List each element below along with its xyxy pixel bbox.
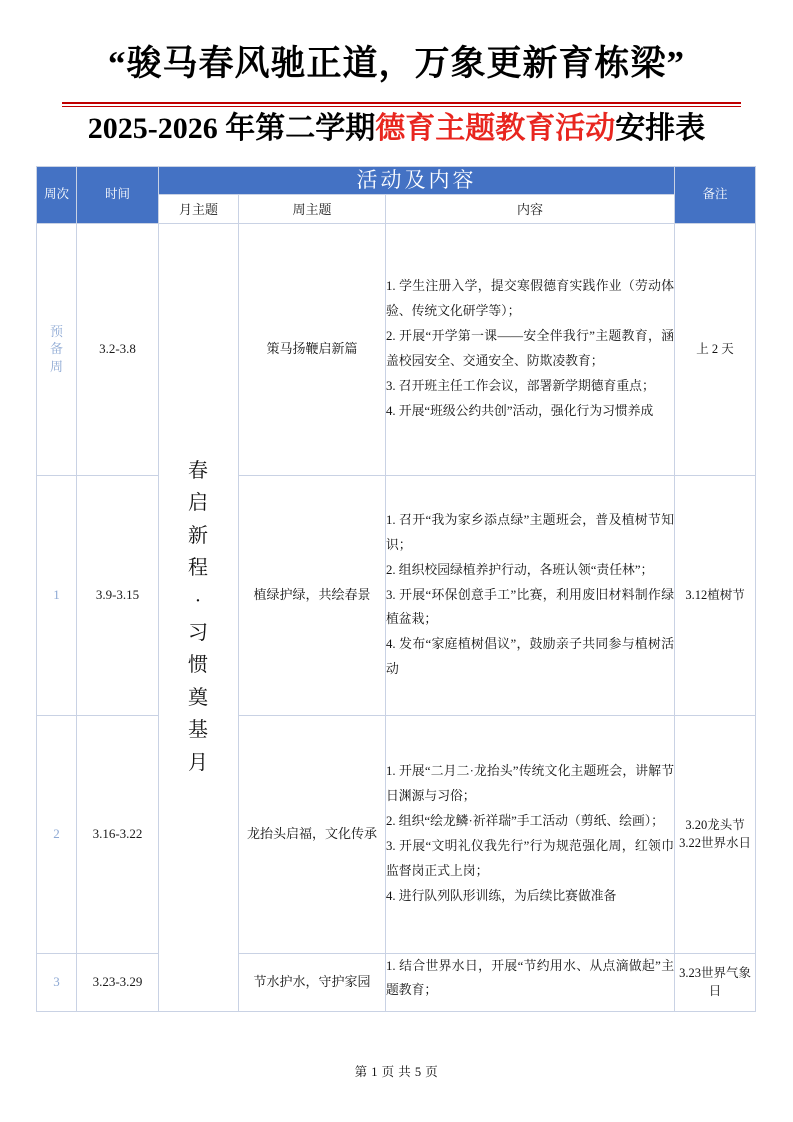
content-item: 1. 结合世界水日，开展“节约用水、从点滴做起”主题教育； bbox=[386, 958, 675, 998]
content-item: 2. 组织“绘龙鳞·祈祥瑞”手工活动（剪纸、绘画）； bbox=[386, 814, 664, 829]
table-row bbox=[37, 475, 756, 715]
remark-line: 3.20龙头节 bbox=[685, 817, 745, 832]
cell-content bbox=[386, 953, 675, 1011]
header-time: 时间 bbox=[77, 167, 159, 223]
header-content: 内容 bbox=[386, 194, 675, 223]
remark-line: 3.22世界水日 bbox=[679, 836, 751, 850]
content-item: 4. 开展“班级公约共创”活动，强化行为习惯养成 bbox=[386, 403, 654, 418]
divider-line-top bbox=[62, 102, 741, 104]
cell-date: 3.9-3.15 bbox=[77, 475, 159, 715]
cell-content bbox=[386, 475, 675, 715]
cell-week-theme: 策马扬鞭启新篇 bbox=[239, 223, 386, 475]
cell-remark bbox=[675, 715, 756, 953]
content-item: 1. 开展“二月二·龙抬头”传统文化主题班会，讲解节日渊源与习俗； bbox=[386, 764, 675, 804]
cell-remark bbox=[675, 223, 756, 475]
header-week-theme: 周主题 bbox=[239, 194, 386, 223]
header-activity-group: 活动及内容 bbox=[159, 167, 675, 194]
subtitle-prefix: 2025-2026 年第二学期 bbox=[87, 112, 376, 146]
cell-date: 3.2-3.8 bbox=[77, 223, 159, 475]
content-item: 3. 开展“文明礼仪我先行”行为规范强化周，红领巾监督岗正式上岗； bbox=[386, 839, 675, 878]
page-footer: 第 1 页 共 5 页 bbox=[354, 1065, 439, 1079]
content-item: 2. 组织校园绿植养护行动，各班认领“责任林”； bbox=[386, 562, 654, 577]
title-divider bbox=[36, 102, 757, 109]
header-remark: 备注 bbox=[675, 167, 756, 223]
remark-line: 3.23世界气象日 bbox=[679, 965, 751, 998]
cell-date: 3.23-3.29 bbox=[77, 953, 159, 1011]
cell-week: 2 bbox=[37, 715, 77, 953]
cell-week-theme: 节水护水，守护家园 bbox=[239, 953, 386, 1011]
schedule-table bbox=[36, 166, 756, 1011]
cell-month-theme bbox=[159, 223, 239, 1011]
cell-week-theme: 龙抬头启福，文化传承 bbox=[239, 715, 386, 953]
page-title: “骏马春风驰正道，万象更新育栋梁” bbox=[107, 44, 685, 83]
cell-week: 3 bbox=[37, 953, 77, 1011]
cell-content bbox=[386, 715, 675, 953]
cell-week-theme: 植绿护绿，共绘春景 bbox=[239, 475, 386, 715]
week-label-line: 预 备 周 bbox=[49, 323, 63, 374]
cell-remark bbox=[675, 475, 756, 715]
content-item: 4. 进行队列队形训练，为后续比赛做准备 bbox=[386, 888, 617, 903]
table-row bbox=[37, 223, 756, 475]
cell-remark bbox=[675, 953, 756, 1011]
cell-week: 1 bbox=[37, 475, 77, 715]
header-week: 周次 bbox=[37, 167, 77, 223]
subtitle-highlight: 德育主题教育活动 bbox=[375, 112, 616, 146]
content-item: 3. 开展“环保创意手工”比赛，利用废旧材料制作绿植盆栽； bbox=[386, 587, 675, 627]
table-body bbox=[37, 223, 756, 1011]
header-month-theme: 月主题 bbox=[159, 194, 239, 223]
table-row bbox=[37, 953, 756, 1011]
cell-date: 3.16-3.22 bbox=[77, 715, 159, 953]
page-subtitle bbox=[36, 111, 757, 147]
month-theme-text: 春 启 新 程 · 习 惯 奠 基 月 bbox=[188, 460, 209, 774]
content-item: 3. 召开班主任工作会议，部署新学期德育重点； bbox=[386, 378, 655, 393]
content-item: 4. 发布“家庭植树倡议”，鼓励亲子共同参与植树活动 bbox=[386, 637, 675, 677]
content-item: 1. 学生注册入学，提交寒假德育实践作业（劳动体验、传统文化研学等）； bbox=[386, 279, 675, 319]
remark-line: 3.12植树节 bbox=[685, 587, 745, 602]
table-row bbox=[37, 715, 756, 953]
remark-line: 上 2 天 bbox=[696, 341, 734, 356]
subtitle-suffix: 安排表 bbox=[615, 112, 706, 146]
content-item: 1. 召开“我为家乡添点绿”主题班会，普及植树节知识； bbox=[386, 512, 675, 552]
cell-content bbox=[386, 223, 675, 475]
divider-line-bottom bbox=[62, 106, 741, 107]
cell-week bbox=[37, 223, 77, 475]
table-header-row-primary bbox=[37, 167, 756, 194]
content-item: 2. 开展“开学第一课——安全伴我行”主题教育，涵盖校园安全、交通安全、防欺凌教育； bbox=[386, 329, 675, 368]
